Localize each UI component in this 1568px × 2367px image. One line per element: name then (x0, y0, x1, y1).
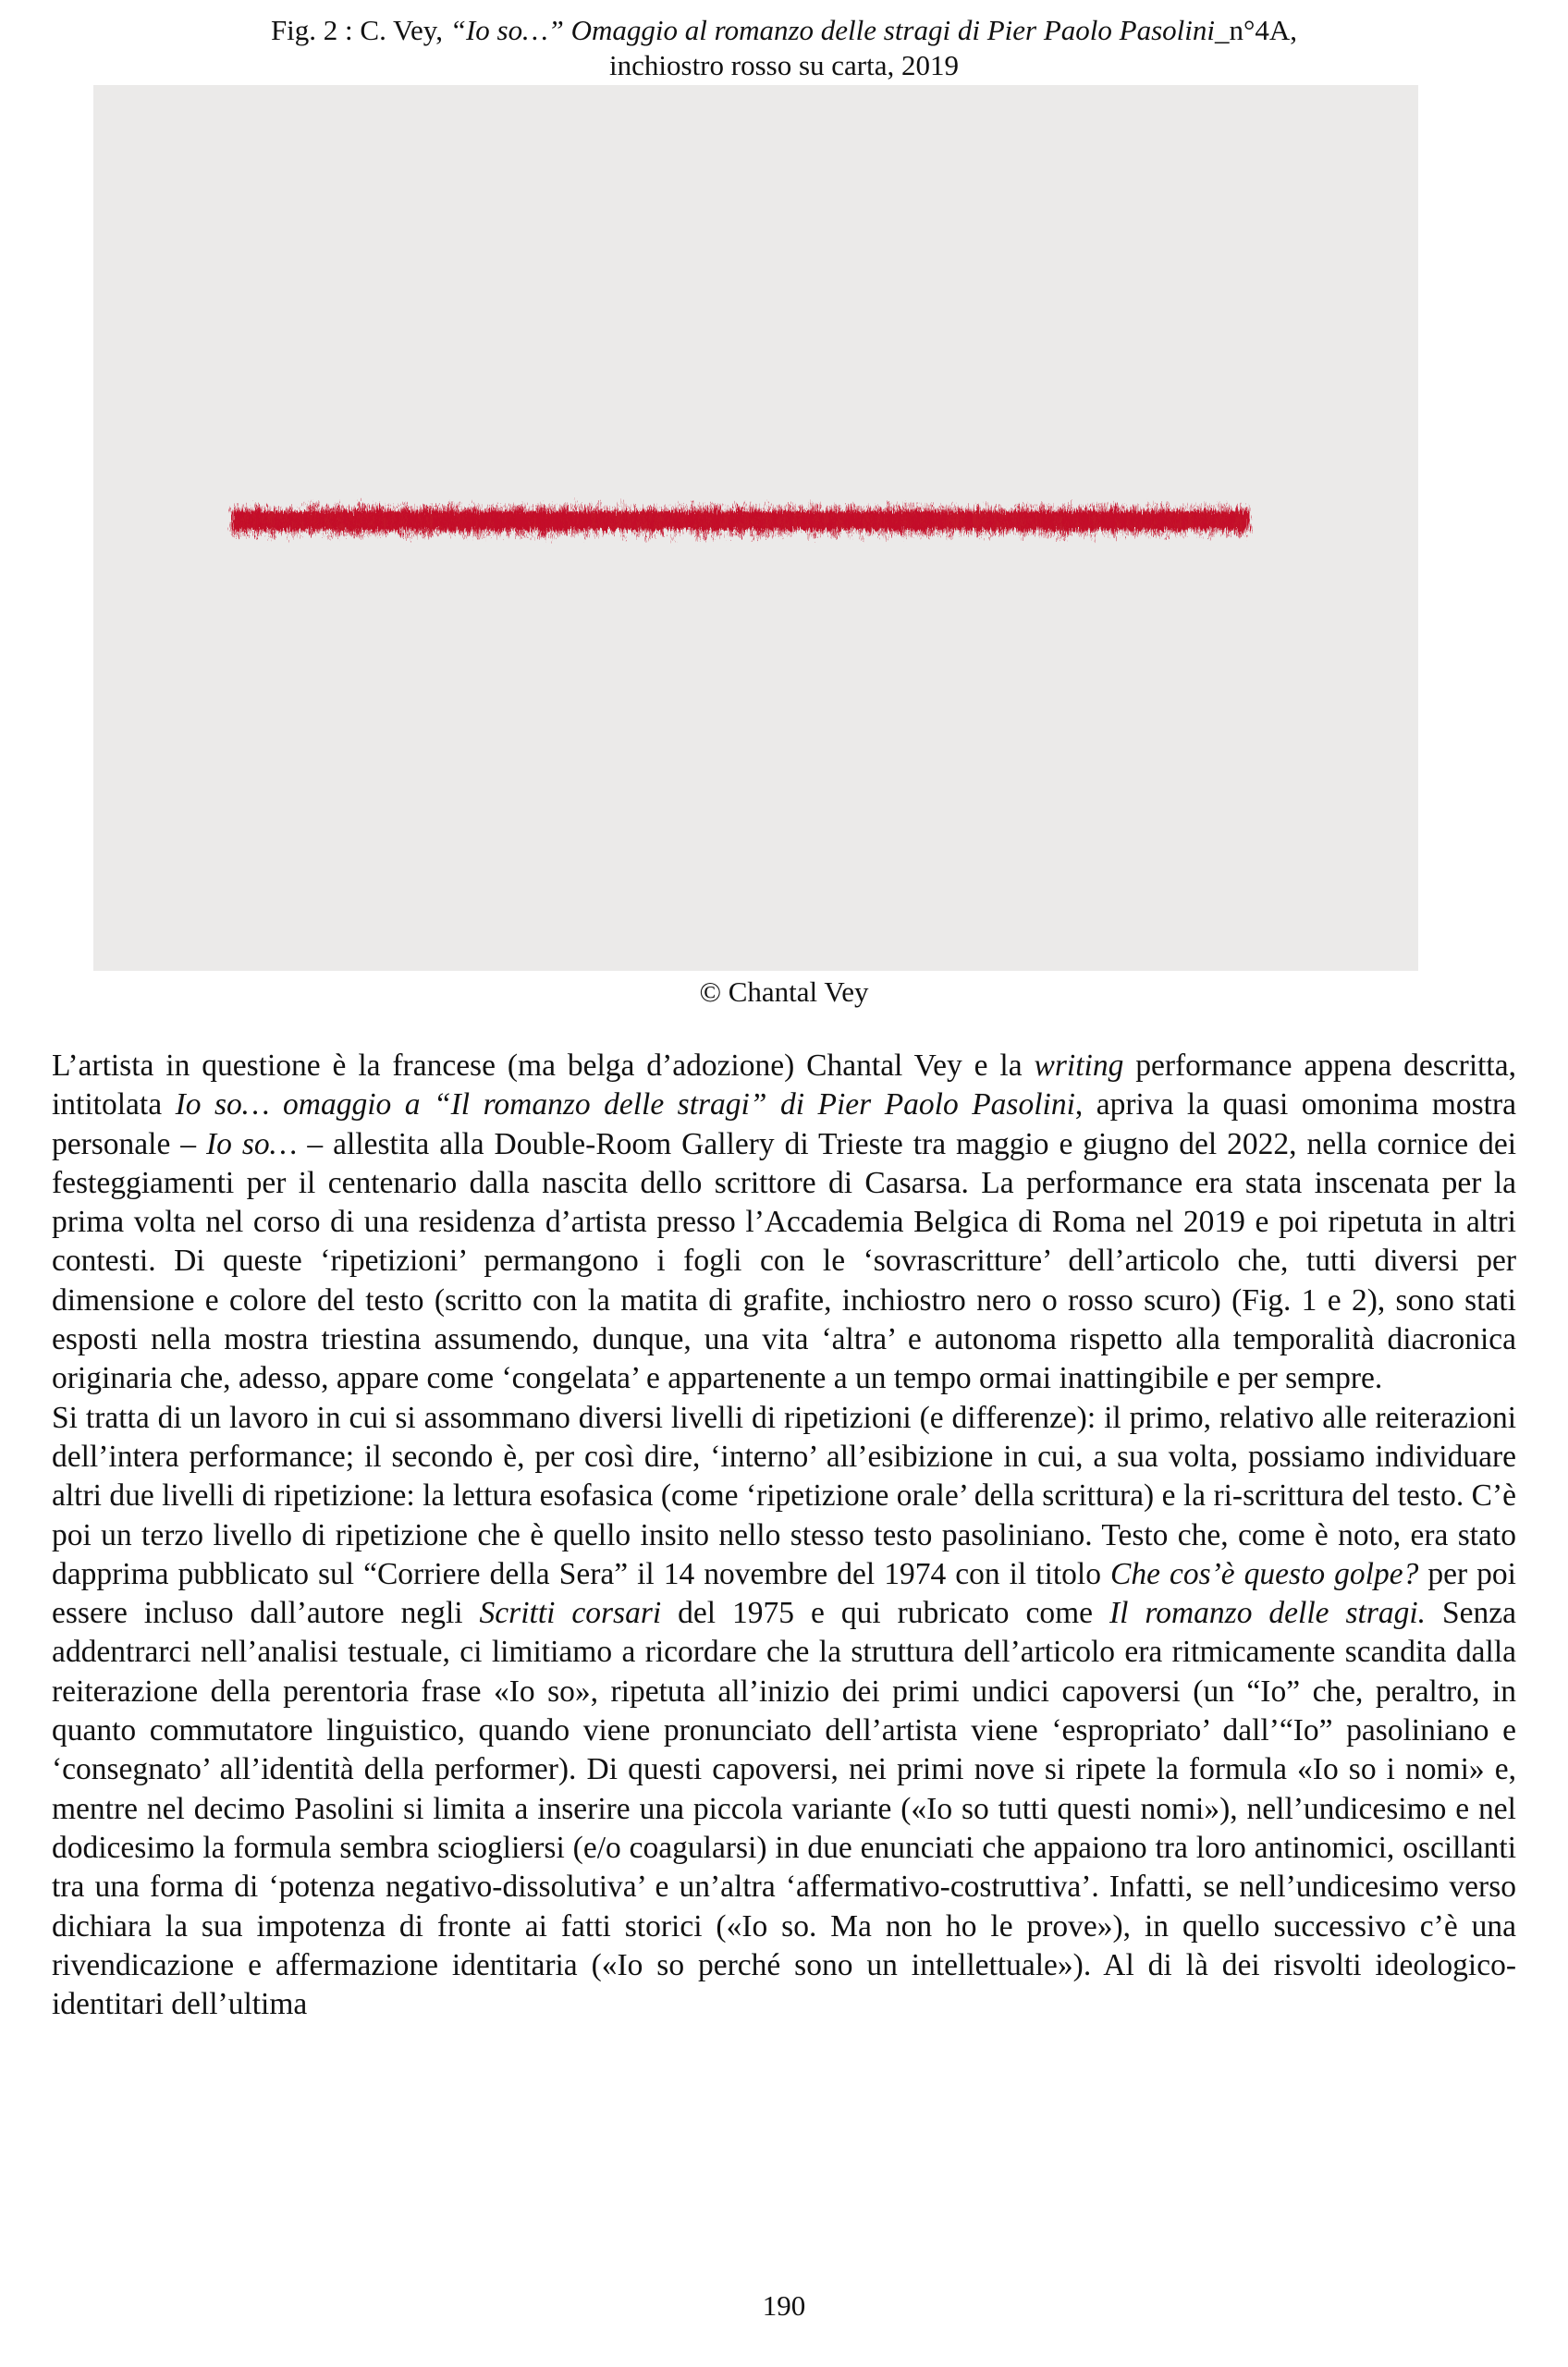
text-run: per poi essere incluso dall’autore negli (52, 1556, 1516, 1631)
figure-caption (0, 13, 1568, 83)
caption-title: “Io so…” Omaggio al romanzo delle stragi di Pier Paolo Pasolini (449, 14, 1215, 46)
italic-run: writing (1034, 1049, 1124, 1083)
paragraph-2 (52, 1399, 1516, 2025)
caption-prefix: Fig. 2 : C. Vey, (270, 14, 450, 46)
paragraph-1 (52, 1047, 1516, 1399)
italic-run: Io so… omaggio a “Il romanzo delle stragi” di Pier Paolo Pasolini (175, 1087, 1075, 1122)
text-run: del 1975 e qui rubricato come (661, 1596, 1109, 1631)
text-run: – allestita alla Double-Room Gallery di Trieste tra maggio e giugno del 2022, nella cornice dei festeggiamenti per il centenario dalla nascita dello scrittore di Casarsa. La performance era stata inscenata per la prima volta nel corso di una residenza d’artista presso l’Accademia Belgica di Roma nel 2019 e poi ripetuta in altri contesti. Di queste ‘ripetizioni’ permangono i fogli con le ‘sovrascritture’ dell’articolo che, tutti diversi per dimensione e colore del testo (scritto con la matita di grafite, inchiostro nero o rosso scuro) (Fig. 1 e 2), sono stati esposti nella mostra triestina assumendo, dunque, una vita ‘altra’ e autonoma rispetto alla temporalità diacronica originaria che, adesso, appare come ‘congelata’ e appartenente a un tempo ormai inattingibile e per sempre. (52, 1126, 1516, 1396)
text-run: Si tratta di un lavoro in cui si assommano diversi livelli di ripetizioni (e differenze): il primo, relativo alle reiterazioni dell’intera performance; il secondo è, per così dire, ‘interno’ all’esibizione in cui, a sua volta, possiamo individuare altri due livelli di ripetizione: la lettura esofasica (come ‘ripetizione orale’ della scrittura) e la ri-scrittura del testo. C’è poi un terzo livello di ripetizione che è quello insito nello stesso testo pasoliniano. Testo che, come è noto, era stato dapprima pubblicato sul “Corriere della Sera” il 14 novembre del 1974 con il titolo (52, 1400, 1516, 1591)
italic-run: Che cos’è questo golpe? (1110, 1556, 1419, 1591)
page-number: 190 (762, 2289, 806, 2322)
italic-run: Il romanzo delle stragi. (1109, 1596, 1427, 1631)
article-body (52, 1047, 1516, 2024)
text-run: Senza addentrarci nell’analisi testuale, ci limitiamo a ricordare che la struttura dell’articolo era ritmicamente scandita dalla reiterazione della perentoria frase «Io so», ripetuta all’inizio dei primi undici capoversi (un “Io” che, peraltro, in quanto commutatore linguistico, quando viene pronunciato dell’artista viene ‘espropriato’ dall’“Io” pasoliniano e ‘consegnato’ all’identità della performer). Di questi capoversi, nei primi nove si ripete la formula «Io so i nomi» e, mentre nel decimo Pasolini si limita a inserire una piccola variante («Io so tutti questi nomi»), nell’undicesimo e nel dodicesimo la formula sembra sciogliersi (e/o coagularsi) in due enunciati che appaiono tra loro antinomici, oscillanti tra una forma di ‘potenza negativo-dissolutiva’ e un’altra ‘affermativo-costruttiva’. Infatti, se nell’undicesimo verso dichiara la sua impotenza di fronte ai fatti storici («Io so. Ma non ho le prove»), in quello successivo c’è una rivendicazione e affermazione identitaria («Io so perché sono un intellettuale»). Al di là dei risvolti ideologico-identitari dell’ultima (52, 1596, 1516, 2022)
artwork-photo (93, 85, 1418, 971)
text-run: , apriva la quasi omonima mostra personale – (52, 1087, 1516, 1161)
italic-run: Scritti corsari (479, 1596, 662, 1631)
figure-caption-line-2: inchiostro rosso su carta, 2019 (609, 49, 959, 81)
caption-suffix: _n°4A, (1215, 14, 1298, 46)
italic-run: Io so… (206, 1126, 298, 1161)
photo-credit: © Chantal Vey (699, 975, 869, 1008)
figure-caption-line-1 (0, 13, 1568, 48)
text-run: L’artista in questione è la francese (ma belga d’adozione) Chantal Vey e la (52, 1049, 1035, 1083)
red-ink-line-artwork (93, 85, 1418, 971)
text-run: performance appena descritta, intitolata (52, 1049, 1516, 1122)
